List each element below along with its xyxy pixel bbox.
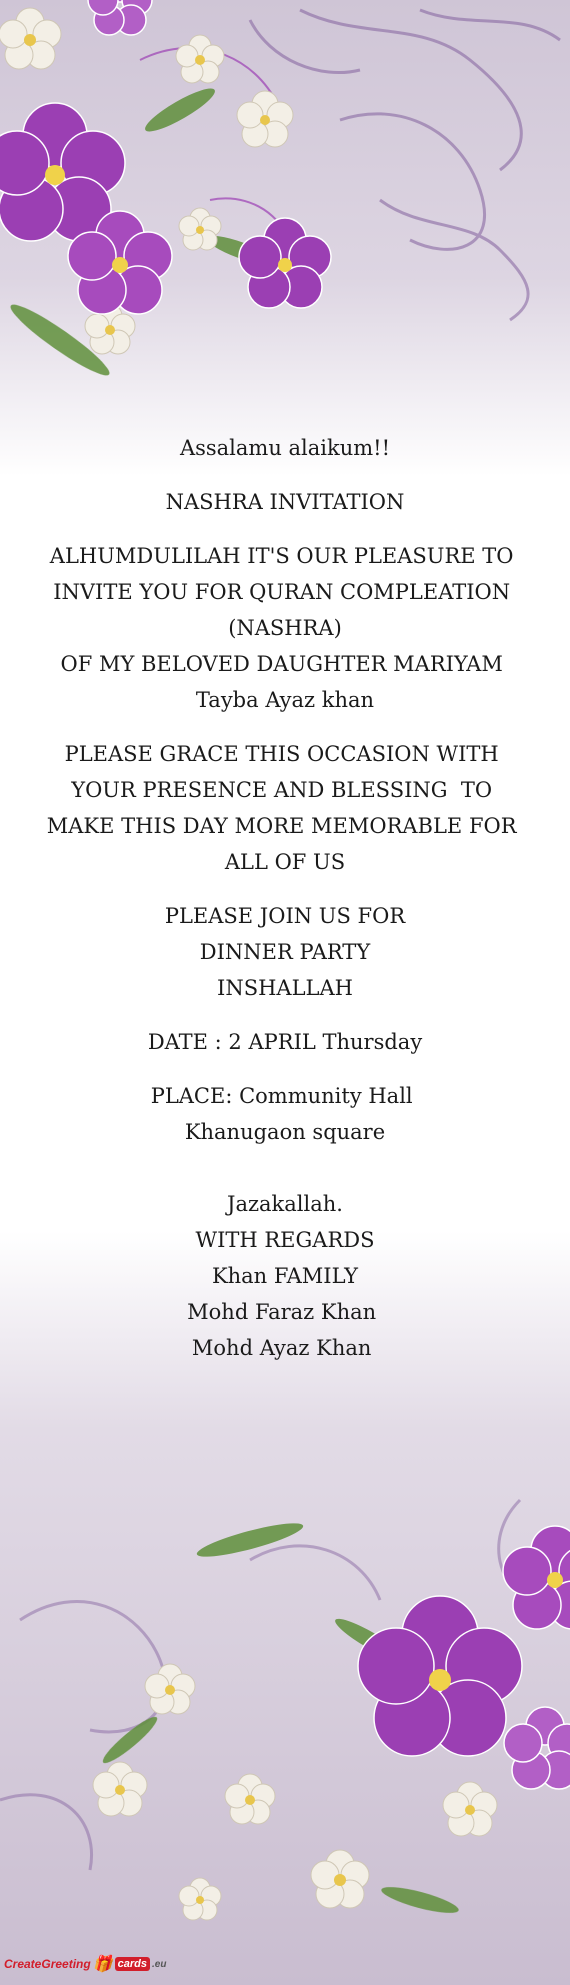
invitation-line: Mohd Faraz Khan xyxy=(187,1300,383,1324)
invitation-line: Mohd Ayaz Khan xyxy=(191,1336,379,1360)
invitation-line: DINNER PARTY xyxy=(199,940,371,964)
line-spacer xyxy=(0,1006,570,1024)
gift-icon: 🎁 xyxy=(92,1956,113,1973)
brand-name: CreateGreeting xyxy=(4,1957,91,1971)
purple-flowers-bottom xyxy=(358,1526,570,1789)
invitation-line: ALHUMDULILAH IT'S OUR PLEASURE TO xyxy=(49,544,521,568)
invitation-line: YOUR PRESENCE AND BLESSING TO xyxy=(71,778,499,802)
invitation-line: DATE : 2 APRIL Thursday xyxy=(147,1030,423,1054)
invitation-line: PLACE: Community Hall xyxy=(150,1084,420,1108)
invitation-message xyxy=(0,430,570,1366)
line-spacer xyxy=(0,1150,570,1168)
line-spacer xyxy=(0,718,570,736)
line-spacer xyxy=(0,1060,570,1078)
invitation-line: PLEASE GRACE THIS OCCASION WITH xyxy=(64,742,506,766)
brand-badge: cards xyxy=(115,1957,150,1971)
invitation-line: Khan FAMILY xyxy=(211,1264,359,1288)
invitation-line: INVITE YOU FOR QURAN COMPLEATION xyxy=(53,580,517,604)
invitation-line: Tayba Ayaz khan xyxy=(195,688,375,712)
invitation-line: Khanugaon square xyxy=(184,1120,386,1144)
bottom-floral-decoration xyxy=(0,1380,570,1985)
line-spacer xyxy=(0,520,570,538)
invitation-line: (NASHRA) xyxy=(228,616,342,640)
invitation-line: ALL OF US xyxy=(224,850,346,874)
invitation-line: NASHRA INVITATION xyxy=(165,490,405,514)
line-spacer xyxy=(0,1168,570,1186)
line-spacer xyxy=(0,466,570,484)
invitation-line: INSHALLAH xyxy=(217,976,353,1000)
invitation-line: OF MY BELOVED DAUGHTER MARIYAM xyxy=(60,652,510,676)
invitation-line: PLEASE JOIN US FOR xyxy=(164,904,406,928)
brand-watermark xyxy=(4,1948,166,1980)
invitation-line: WITH REGARDS xyxy=(195,1228,375,1252)
line-spacer xyxy=(0,880,570,898)
invitation-line: Jazakallah. xyxy=(227,1192,343,1216)
invitation-line: Assalamu alaikum!! xyxy=(179,436,391,460)
invitation-line: MAKE THIS DAY MORE MEMORABLE FOR xyxy=(46,814,524,838)
brand-suffix: .eu xyxy=(151,1958,167,1970)
